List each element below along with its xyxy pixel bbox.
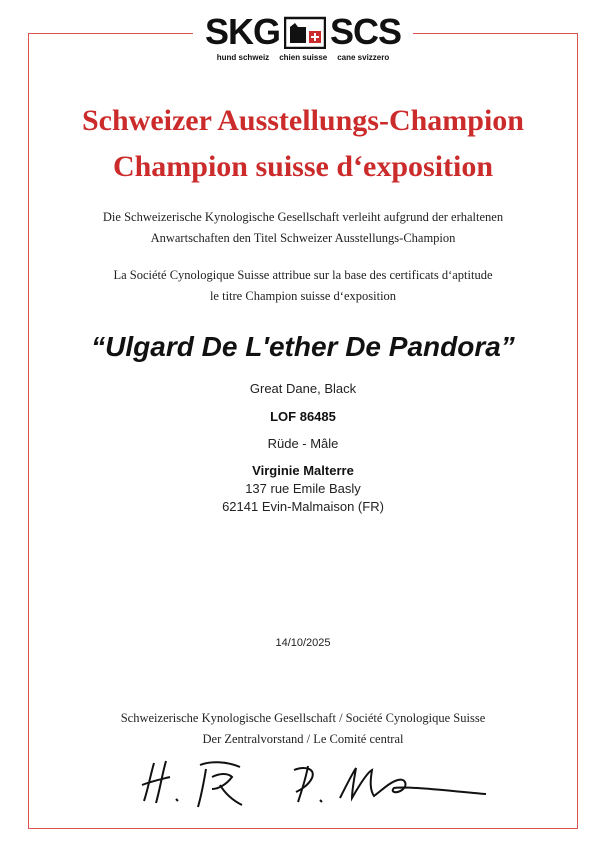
title-german: Schweizer Ausstellungs-Champion [81, 104, 524, 137]
text-french-line1: La Société Cynologique Suisse attribue sur la base des certificats d‘aptitude [113, 268, 493, 282]
tagline-it: cane svizzero [337, 53, 390, 62]
breed: Great Dane, Black [249, 381, 357, 396]
dog-emblem-icon [284, 15, 326, 49]
text-french-line2: le titre Champion suisse d‘exposition [209, 289, 397, 303]
title-french: Champion suisse d‘exposition [112, 150, 494, 183]
signature-right [290, 760, 490, 810]
issue-date: 14/10/2025 [275, 637, 331, 649]
footer-organization: Schweizerische Kynologische Gesellschaft / Société Cynologique Suisse [120, 711, 486, 725]
text-german-line1: Die Schweizerische Kynologische Gesellschaft verleiht aufgrund der erhaltenen [102, 210, 504, 224]
footer-board: Der Zentralvorstand / Le Comité central [202, 732, 404, 746]
signature-left [140, 755, 260, 815]
sex: Rüde - Mâle [267, 436, 339, 451]
text-german-line2: Anwartschaften den Titel Schweizer Ausstellungs-Champion [150, 231, 456, 245]
skg-scs-logo [193, 11, 413, 52]
owner-city: 62141 Evin-Malmaison (FR) [222, 499, 384, 514]
logo-right-text: SCS [329, 11, 402, 52]
registration-number: LOF 86485 [270, 409, 336, 424]
dog-name: “Ulgard De L'ether De Pandora” [91, 331, 515, 362]
logo-taglines [193, 53, 413, 62]
owner-name: Virginie Malterre [252, 463, 354, 478]
tagline-de: hund schweiz [216, 53, 270, 62]
tagline-fr: chien suisse [279, 53, 328, 62]
owner-street: 137 rue Emile Basly [245, 481, 361, 496]
logo-left-text: SKG [204, 11, 280, 52]
